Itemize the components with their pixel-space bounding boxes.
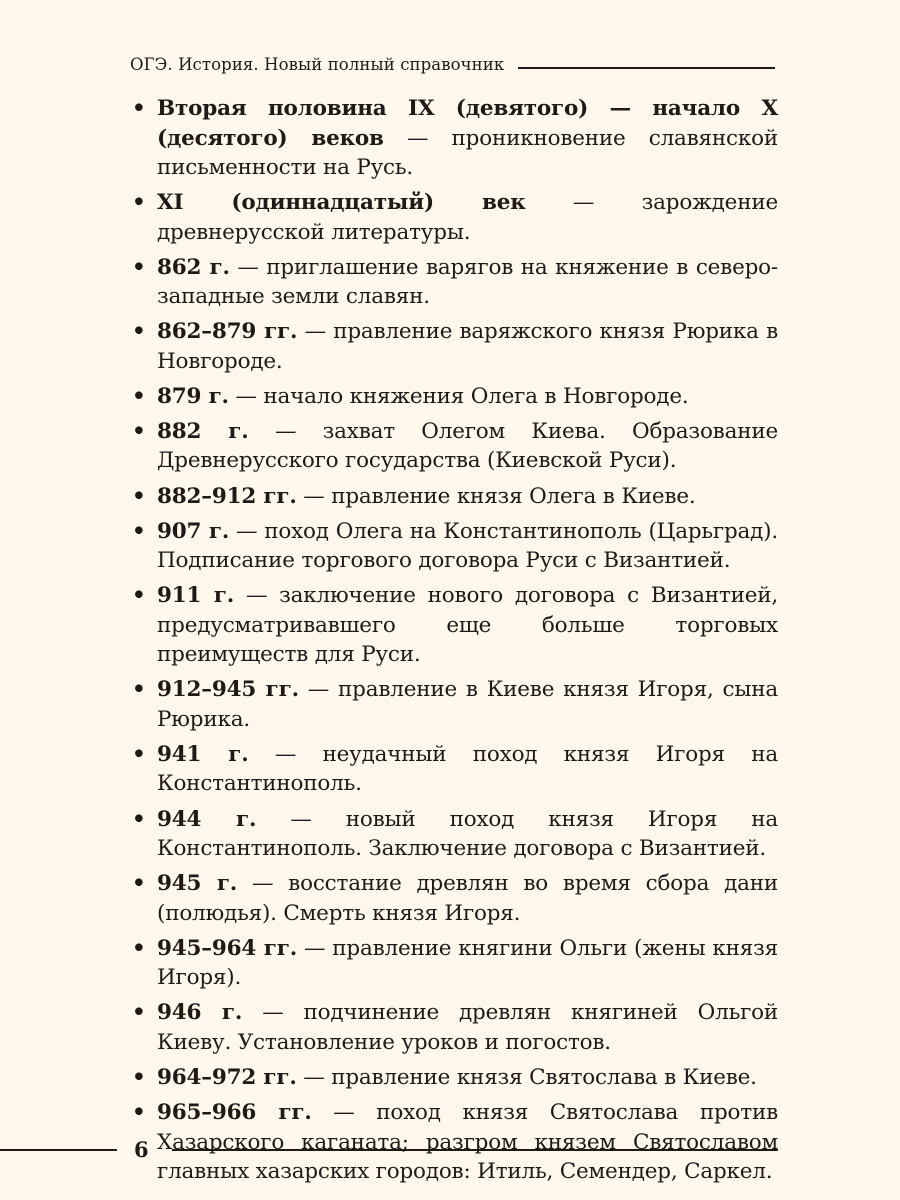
running-header: [130, 50, 775, 78]
footer-rule-left: [0, 1149, 117, 1151]
list-item: [130, 94, 778, 183]
list-item: [130, 998, 778, 1057]
entry-text: — зарождение древнерусской литературы.: [157, 190, 778, 245]
list-item: [130, 869, 778, 928]
entry-date: 945 г.: [157, 871, 238, 897]
entry-text: — правление князя Олега в Киеве.: [296, 483, 696, 509]
book-title: ОГЭ. История. Новый полный справочник: [130, 54, 505, 74]
list-item: [130, 805, 778, 864]
entry-text: — поход Олега на Константинополь (Царьград). Подписание торгового договора Руси с Византией.: [157, 518, 778, 574]
bullet-icon: •: [132, 583, 146, 609]
bullet-icon: •: [132, 190, 146, 216]
entry-text: — заключение нового договора с Византией, предусматривавшего еще больше торговых преимуществ для Руси.: [157, 583, 779, 668]
entry-text: — захват Олегом Киева. Образование Древнерусского государства (Киевской Руси).: [157, 418, 778, 474]
bullet-icon: •: [132, 871, 146, 897]
entry-text: — новый поход князя Игоря на Константинополь. Заключение договора с Византией.: [157, 806, 778, 862]
header-rule: [518, 67, 775, 69]
entry-text: — проникновение славянской письменности на Русь.: [157, 125, 778, 180]
entry-date: 879 г.: [157, 383, 229, 409]
entry-date: XI (одиннадцатый) век: [157, 190, 526, 216]
page-number: 6: [134, 1137, 149, 1162]
list-item: [130, 253, 778, 312]
entry-text: — правление варяжского князя Рюрика в Новгороде.: [157, 319, 778, 374]
entry-text: — приглашение варягов на княжение в северо-западные земли славян.: [157, 254, 778, 310]
bullet-icon: •: [132, 254, 146, 280]
entry-text: — восстание древлян во время сбора дани (полюдья). Смерть князя Игоря.: [157, 871, 778, 926]
entry-text: — правление в Киеве князя Игоря, сына Рюрика.: [157, 677, 778, 732]
entry-date: 911 г.: [157, 583, 235, 609]
bullet-icon: •: [132, 677, 146, 703]
entry-date: 912–945 гг.: [157, 677, 299, 703]
entry-date: 964–972 гг.: [157, 1064, 297, 1090]
entry-date: Вторая половина IX (девятого) — начало X (десятого) веков: [157, 96, 778, 151]
entry-date: 965–966 гг.: [157, 1100, 312, 1125]
list-item: [130, 482, 778, 512]
entry-text: — поход князя Святослава против Хазарского каганата; разгром князем Святославом главных хазарских городов: Итиль, Семендер, Саркел.: [157, 1100, 778, 1184]
entry-date: 862 г.: [157, 254, 230, 280]
page-footer: [0, 1135, 778, 1165]
list-item: [130, 740, 778, 799]
bullet-icon: •: [132, 1064, 146, 1090]
list-item: [130, 934, 778, 993]
list-item: [130, 417, 778, 476]
list-item: [130, 382, 778, 412]
list-item: [130, 517, 778, 576]
entry-text: — правление князя Святослава в Киеве.: [296, 1064, 757, 1090]
bullet-icon: •: [132, 383, 146, 409]
entry-date: 862–879 гг.: [157, 319, 298, 345]
bullet-icon: •: [132, 518, 146, 544]
entry-date: 941 г.: [157, 741, 249, 767]
bullet-icon: •: [132, 1100, 146, 1125]
bullet-icon: •: [132, 418, 146, 444]
entry-date: 945–964 гг.: [157, 935, 297, 961]
entry-date: 944 г.: [157, 806, 257, 832]
bullet-icon: •: [132, 1000, 146, 1026]
footer-rule-right: [172, 1149, 778, 1151]
list-item: [130, 317, 778, 376]
entry-text: — начало княжения Олега в Новгороде.: [228, 383, 689, 409]
bullet-icon: •: [132, 741, 146, 767]
entry-text: — подчинение древлян княгиней Ольгой Киеву. Установление уроков и погостов.: [157, 1000, 779, 1055]
entry-date: 907 г.: [157, 518, 230, 544]
list-item: [130, 188, 778, 247]
list-item: [130, 1063, 778, 1093]
entry-date: 882–912 гг.: [157, 483, 297, 509]
bullet-icon: •: [132, 935, 146, 961]
entry-text: — правление княгини Ольги (жены князя Игоря).: [157, 935, 778, 991]
bullet-icon: •: [132, 806, 146, 832]
bullet-icon: •: [132, 319, 146, 345]
entry-date: 882 г.: [157, 418, 249, 444]
entry-date: 946 г.: [157, 1000, 243, 1026]
bullet-icon: •: [132, 96, 146, 121]
list-item: [130, 675, 778, 734]
chronology-list: [130, 94, 778, 1192]
list-item: [130, 581, 778, 670]
bullet-icon: •: [132, 483, 146, 509]
entry-text: — неудачный поход князя Игоря на Константинополь.: [157, 741, 778, 797]
